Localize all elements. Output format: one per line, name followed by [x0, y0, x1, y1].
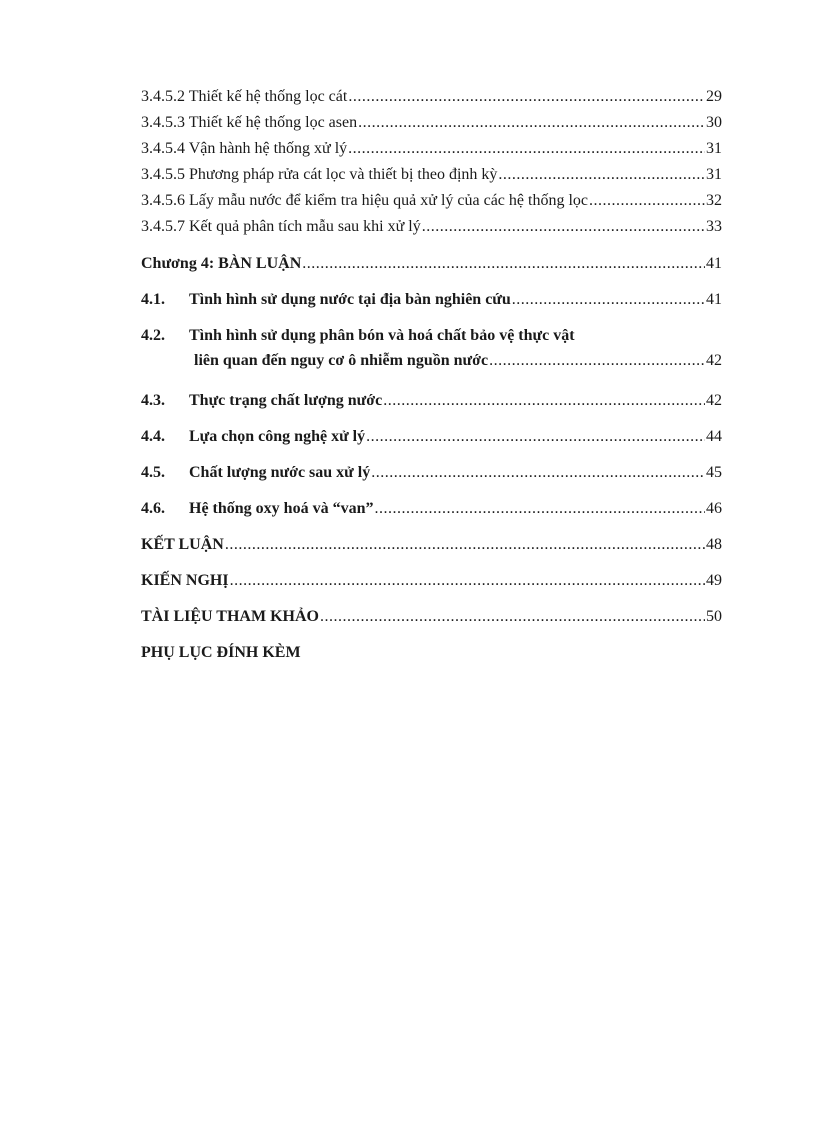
section-title-line-2: liên quan đến nguy cơ ô nhiễm nguồn nước	[194, 352, 489, 369]
section-title: Hệ thống oxy hoá và “van”	[189, 500, 374, 517]
toc-page-number: 48	[706, 536, 722, 553]
section-number: 4.5.	[141, 464, 165, 481]
toc-section-4-3	[141, 390, 722, 426]
toc-entry-title: 3.4.5.6 Lấy mẫu nước để kiểm tra hiệu quả xử lý của các hệ thống lọc	[141, 192, 588, 209]
toc-page-number: 46	[706, 500, 722, 517]
dot-leader	[358, 112, 705, 134]
toc-page-number: 30	[706, 114, 722, 131]
dot-leader	[383, 390, 705, 412]
toc-page-number: 32	[706, 192, 722, 209]
section-number: 4.6.	[141, 500, 165, 517]
toc-page-number: 33	[706, 218, 722, 235]
toc-chapter-4	[141, 253, 722, 289]
end-item-title: PHỤ LỤC ĐÍNH KÈM	[141, 644, 301, 661]
dot-leader	[489, 350, 705, 372]
toc-references	[141, 606, 722, 642]
toc-page-number: 50	[706, 608, 722, 625]
toc-entry-title: 3.4.5.5 Phương pháp rửa cát lọc và thiết bị theo định kỳ	[141, 166, 498, 183]
toc-section-4-4	[141, 426, 722, 462]
toc-entry-title: 3.4.5.7 Kết quả phân tích mẫu sau khi xử lý	[141, 218, 421, 235]
dot-leader	[302, 253, 705, 275]
end-item-title: KIẾN NGHỊ	[141, 572, 229, 589]
toc-section-4-2-continued	[141, 350, 722, 390]
toc-page-number: 29	[706, 88, 722, 105]
toc-section-4-5	[141, 462, 722, 498]
dot-leader	[589, 190, 705, 212]
chapter-title: Chương 4: BÀN LUẬN	[141, 255, 302, 272]
toc-section-4-1	[141, 289, 722, 325]
end-item-title: KẾT LUẬN	[141, 536, 224, 553]
toc-section-4-6	[141, 498, 722, 534]
toc-page-number: 44	[706, 428, 722, 445]
section-number: 4.1.	[141, 291, 165, 308]
toc-page-number: 31	[706, 166, 722, 183]
toc-section-4-2	[141, 325, 722, 350]
toc-page-number: 42	[706, 392, 722, 409]
toc-page-number: 31	[706, 140, 722, 157]
toc-entry-3-4-5-4	[141, 138, 722, 164]
section-title: Lựa chọn công nghệ xử lý	[189, 428, 366, 445]
toc-entry-3-4-5-7	[141, 216, 722, 253]
toc-conclusion	[141, 534, 722, 570]
dot-leader	[348, 86, 705, 108]
toc-recommendations	[141, 570, 722, 606]
toc-entry-3-4-5-2	[141, 86, 722, 112]
section-number: 4.4.	[141, 428, 165, 445]
dot-leader	[422, 216, 705, 238]
toc-entry-3-4-5-5	[141, 164, 722, 190]
toc-entry-3-4-5-6	[141, 190, 722, 216]
section-title-line-1: Tình hình sử dụng phân bón và hoá chất bảo vệ thực vật	[189, 327, 575, 344]
toc-appendix	[141, 642, 722, 678]
section-title: Tình hình sử dụng nước tại địa bàn nghiên cứu	[189, 291, 511, 308]
toc-entry-3-4-5-3	[141, 112, 722, 138]
dot-leader	[371, 462, 705, 484]
toc-page-number: 49	[706, 572, 722, 589]
toc-page-number: 41	[706, 255, 722, 272]
dot-leader	[230, 570, 705, 592]
toc-entry-title: 3.4.5.2 Thiết kế hệ thống lọc cát	[141, 88, 348, 105]
dot-leader	[225, 534, 705, 556]
section-title: Chất lượng nước sau xử lý	[189, 464, 371, 481]
section-title: Thực trạng chất lượng nước	[189, 392, 383, 409]
toc-page-number: 41	[706, 291, 722, 308]
section-number: 4.3.	[141, 392, 165, 409]
dot-leader	[366, 426, 705, 448]
dot-leader	[374, 498, 705, 520]
dot-leader	[348, 138, 705, 160]
dot-leader	[498, 164, 705, 186]
dot-leader	[320, 606, 705, 628]
dot-leader	[512, 289, 705, 311]
table-of-contents	[141, 86, 722, 678]
toc-entry-title: 3.4.5.3 Thiết kế hệ thống lọc asen	[141, 114, 358, 131]
toc-entry-title: 3.4.5.4 Vận hành hệ thống xử lý	[141, 140, 348, 157]
section-number: 4.2.	[141, 327, 165, 344]
toc-page-number: 42	[706, 352, 722, 369]
toc-page-number: 45	[706, 464, 722, 481]
end-item-title: TÀI LIỆU THAM KHẢO	[141, 608, 319, 625]
